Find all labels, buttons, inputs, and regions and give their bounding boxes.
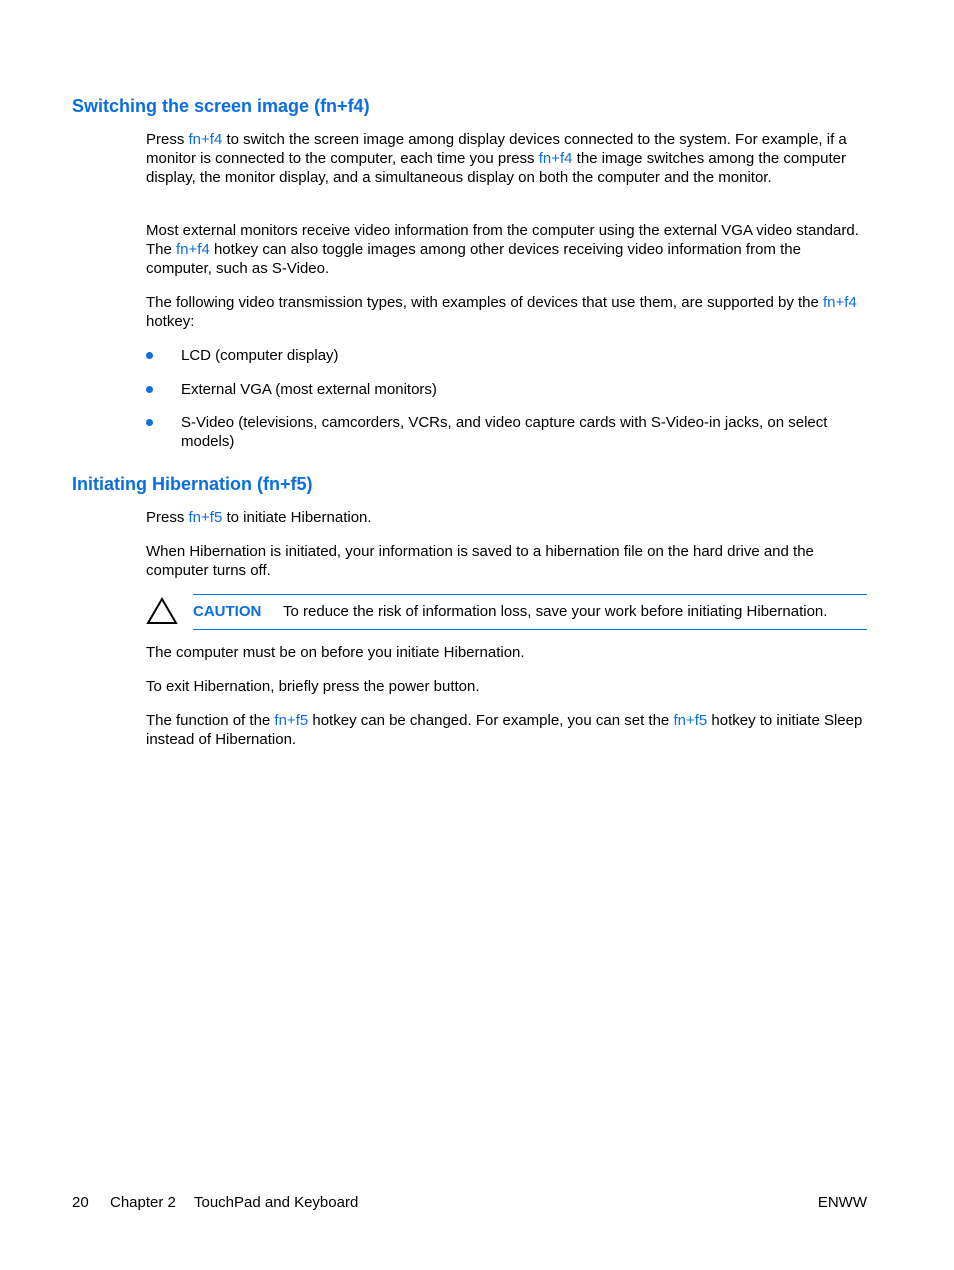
hotkey-fn-f4: fn+f4 [176,241,210,258]
hotkey-fn-f4: fn+f4 [188,131,223,148]
text-run: The following video transmission types, with examples of devices that use them, are supported by the [146,294,824,311]
paragraph-hibernation-3: The computer must be on before you initiate Hibernation. [146,644,525,661]
text-run: the image switches among the computer display, the monitor display, and a simultaneous display on both the computer and the monitor. [146,150,846,186]
footer-chapter-title: TouchPad and Keyboard [194,1194,359,1211]
text-run: hotkey to initiate Sleep instead of Hibernation. [146,712,863,748]
hotkey-fn-f5: fn+f5 [188,509,223,526]
section-title-hibernation: Initiating Hibernation (fn+f5) [72,474,313,494]
list-item-text: S-Video (televisions, camcorders, VCRs, and video capture cards with S-Video-in jacks, on select models) [181,414,828,450]
bullet-icon [146,352,153,359]
footer-enww: ENWW [817,1194,867,1211]
text-run: Most external monitors receive video information from the computer using the external VGA video standard. The [146,222,859,258]
paragraph-hibernation-5 [146,711,870,749]
paragraph-switching-1 [146,130,870,187]
hotkey-fn-f4: fn+f4 [823,294,857,311]
text-run: to initiate Hibernation. [222,509,372,526]
hotkey-fn-f5: fn+f5 [274,712,309,729]
caution-box [193,594,867,630]
footer-page-number: 20 [72,1194,89,1211]
hotkey-fn-f4: fn+f4 [538,150,573,167]
text-run: hotkey: [146,313,195,330]
section-title-switching-screen: Switching the screen image (fn+f4) [72,96,370,116]
footer-chapter: Chapter 2 [110,1194,176,1211]
text-run: Press [146,131,189,148]
paragraph-hibernation-2: When Hibernation is initiated, your information is saved to a hibernation file on the hard drive and the computer turns off. [146,543,814,579]
text-run: Press [146,509,189,526]
list-item-text: LCD (computer display) [181,347,339,364]
text-run: to switch the screen image among display devices connected to the system. For example, if a monitor is connected to the computer, each time you press [146,131,847,167]
caution-text: To reduce the risk of information loss, save your work before initiating Hibernation. [283,603,828,620]
warning-triangle-icon [146,597,178,625]
caution-label: CAUTION [193,603,262,620]
paragraph-hibernation-4: To exit Hibernation, briefly press the power button. [146,678,480,695]
list-item-text: External VGA (most external monitors) [181,381,437,398]
text-run: hotkey can also toggle images among other devices receiving video information from the computer, such as S-Video. [146,241,801,277]
paragraph-hibernation-1 [146,508,870,527]
paragraph-switching-2 [146,221,870,278]
hotkey-fn-f5: fn+f5 [673,712,708,729]
bullet-icon [146,386,153,393]
bullet-icon [146,419,153,426]
paragraph-switching-3 [146,293,870,331]
text-run: hotkey can be changed. For example, you can set the [308,712,674,729]
text-run: The function of the [146,712,275,729]
